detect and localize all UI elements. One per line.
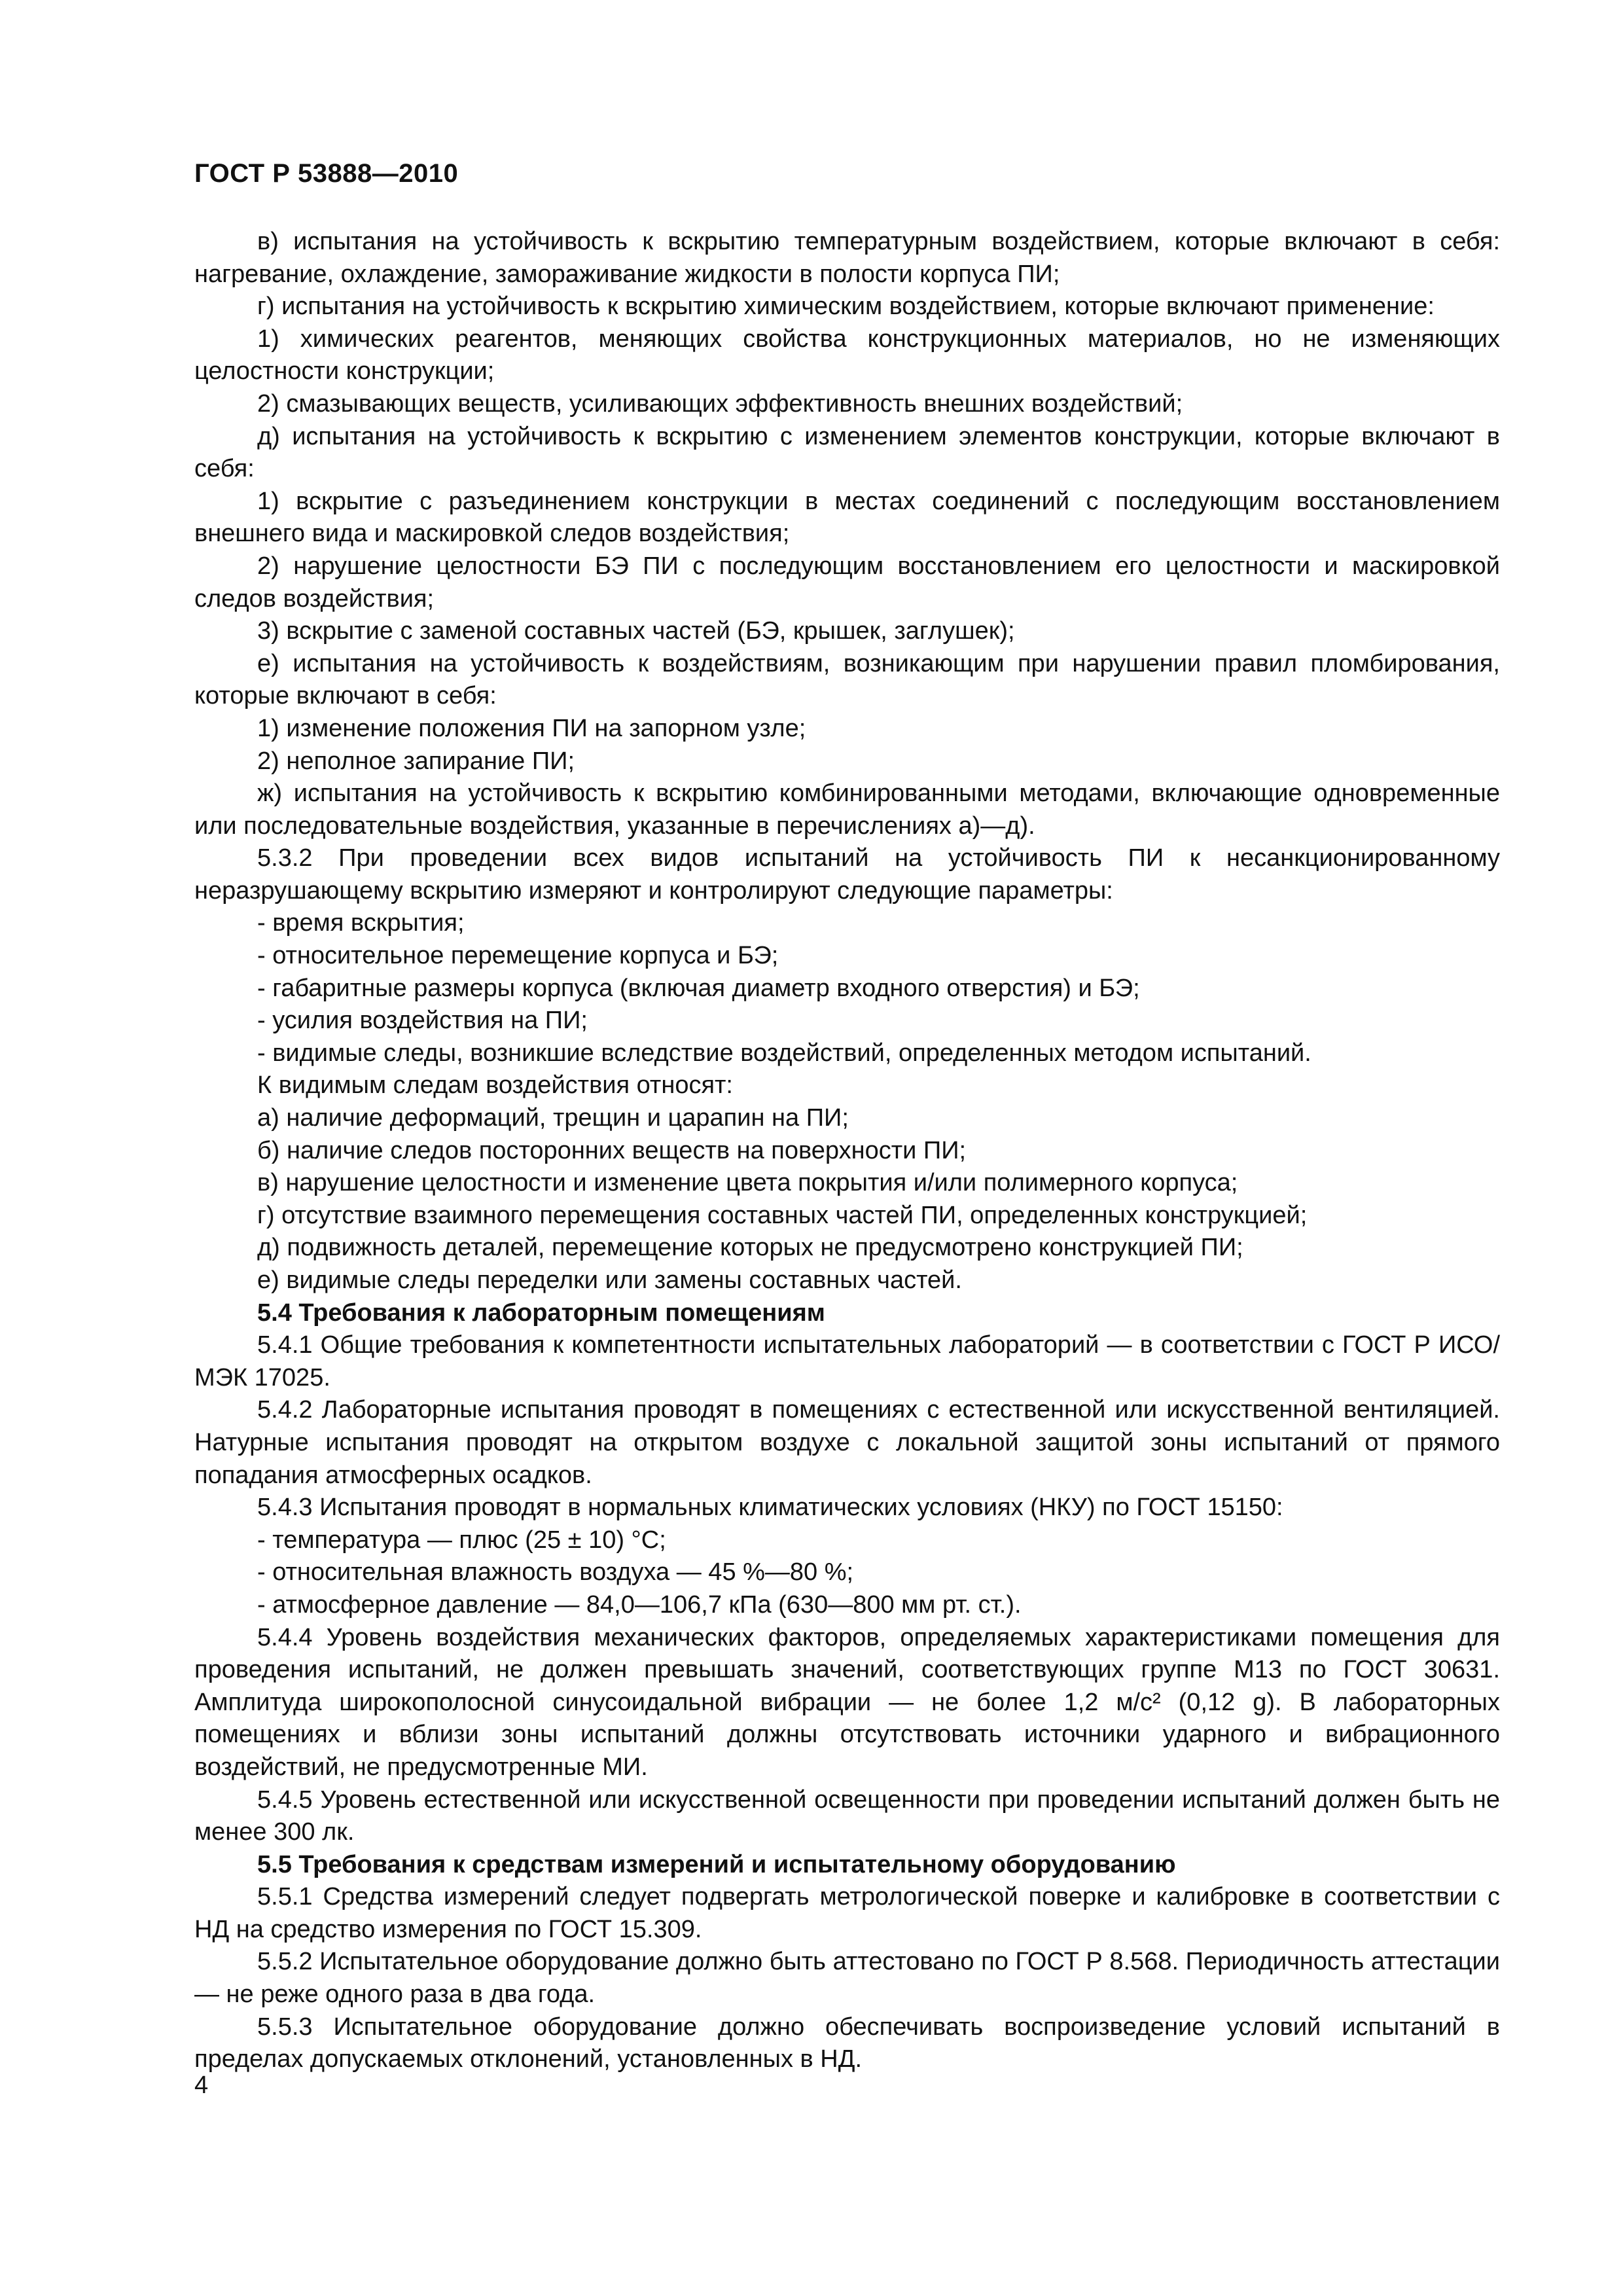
paragraph: 1) изменение положения ПИ на запорном узле; xyxy=(257,714,806,742)
paragraph: 2) неполное запирание ПИ; xyxy=(257,747,575,775)
paragraph: 3) вскрытие с заменой составных частей (БЭ, крышек, заглушек); xyxy=(257,617,1015,645)
paragraph: - габаритные размеры корпуса (включая диаметр входного отверстия) и БЭ; xyxy=(257,974,1140,1002)
paragraph: 5.4.1 Общие требования к компетентности испытательных лабораторий — в соответствии с ГОСТ Р ИСО/МЭК 17025. xyxy=(194,1331,1500,1391)
paragraph: - относительное перемещение корпуса и БЭ; xyxy=(257,942,779,970)
paragraph: д) испытания на устойчивость к вскрытию с изменением элементов конструкции, которые включают в себя: xyxy=(194,422,1500,483)
paragraph: 2) смазывающих веществ, усиливающих эффективность внешних воздействий; xyxy=(257,389,1183,418)
paragraph: - усилия воздействия на ПИ; xyxy=(257,1007,588,1035)
section-heading: 5.5 Требования к средствам измерений и испытательному оборудованию xyxy=(257,1850,1176,1878)
paragraph: г) отсутствие взаимного перемещения составных частей ПИ, определенных конструкцией; xyxy=(257,1201,1308,1229)
paragraph: ж) испытания на устойчивость к вскрытию комбинированными методами, включающие одновременные или последовательные воздействия, указанные в перечислениях а)—д). xyxy=(194,780,1500,840)
paragraph: 5.5.2 Испытательное оборудование должно быть аттестовано по ГОСТ Р 8.568. Периодичность аттестации — не реже одного раза в два года. xyxy=(194,1948,1500,2009)
paragraph: е) испытания на устойчивость к воздействиям, возникающим при нарушении правил пломбирования, которые включают в себя: xyxy=(194,649,1500,710)
paragraph: - атмосферное давление — 84,0—106,7 кПа (630—800 мм рт. ст.). xyxy=(257,1590,1022,1619)
paragraph: 5.4.2 Лабораторные испытания проводят в помещениях с естественной или искусственной вентиляцией. Натурные испытания проводят на открытом воздухе с локальной защитой зоны испытаний от прямого попадания атмосферных осадков. xyxy=(194,1396,1500,1489)
paragraph: в) испытания на устойчивость к вскрытию температурным воздействием, которые включают в себя: нагревание, охлаждение, замораживание жидкости в полости корпуса ПИ; xyxy=(194,228,1500,288)
paragraph: 1) вскрытие с разъединением конструкции в местах соединений с последующим восстановлением внешнего вида и маскировкой следов воздействия; xyxy=(194,487,1500,548)
paragraph: 1) химических реагентов, меняющих свойства конструкционных материалов, но не изменяющих целостности конструкции; xyxy=(194,325,1500,386)
paragraph: в) нарушение целостности и изменение цвета покрытия и/или полимерного корпуса; xyxy=(257,1169,1238,1197)
paragraph: 5.4.4 Уровень воздействия механических факторов, определяемых характеристиками помещения для проведения испытаний, не должен превышать значений, соответствующих группе М13 по ГОСТ 30631. Амплитуда широкополосной синусоидальной вибрации — не более 1,2 м/с² (0,12 g). В лабораторных помещениях и вблизи зоны испытаний должны отсутствовать источники ударного и вибрационного воздействий, не предусмотренные МИ. xyxy=(194,1623,1500,1781)
document-header: ГОСТ Р 53888—2010 xyxy=(194,159,459,188)
paragraph: 5.4.3 Испытания проводят в нормальных климатических условиях (НКУ) по ГОСТ 15150: xyxy=(257,1494,1283,1522)
paragraph: 2) нарушение целостности БЭ ПИ с последующим восстановлением его целостности и маскировкой следов воздействия; xyxy=(194,552,1500,613)
section-heading: 5.4 Требования к лабораторным помещениям xyxy=(257,1299,825,1327)
paragraph: К видимым следам воздействия относят: xyxy=(257,1071,733,1100)
paragraph: а) наличие деформаций, трещин и царапин на ПИ; xyxy=(257,1104,849,1132)
paragraph: е) видимые следы переделки или замены составных частей. xyxy=(257,1266,962,1294)
paragraph: г) испытания на устойчивость к вскрытию химическим воздействием, которые включают применение: xyxy=(257,293,1435,321)
paragraph: - время вскрытия; xyxy=(257,909,465,937)
paragraph: 5.5.1 Средства измерений следует подвергать метрологической поверке и калибровке в соответствии с НД на средство измерения по ГОСТ 15.309. xyxy=(194,1883,1500,1943)
paragraph: д) подвижность деталей, перемещение которых не предусмотрено конструкцией ПИ; xyxy=(257,1234,1243,1262)
paragraph: - видимые следы, возникшие вследствие воздействий, определенных методом испытаний. xyxy=(257,1039,1311,1067)
paragraph: 5.4.5 Уровень естественной или искусственной освещенности при проведении испытаний должен быть не менее 300 лк. xyxy=(194,1785,1500,1846)
paragraph: - относительная влажность воздуха — 45 %—80 %; xyxy=(257,1558,854,1587)
document-body xyxy=(194,226,1500,2076)
paragraph: б) наличие следов посторонних веществ на поверхности ПИ; xyxy=(257,1136,967,1164)
paragraph: - температура — плюс (25 ± 10) °С; xyxy=(257,1526,666,1554)
paragraph: 5.3.2 При проведении всех видов испытаний на устойчивость ПИ к несанкционированному неразрушающему вскрытию измеряют и контролируют следующие параметры: xyxy=(194,844,1500,905)
page-number: 4 xyxy=(194,2072,209,2099)
paragraph: 5.5.3 Испытательное оборудование должно обеспечивать воспроизведение условий испытаний в пределах допускаемых отклонений, установленных в НД. xyxy=(194,2013,1500,2073)
